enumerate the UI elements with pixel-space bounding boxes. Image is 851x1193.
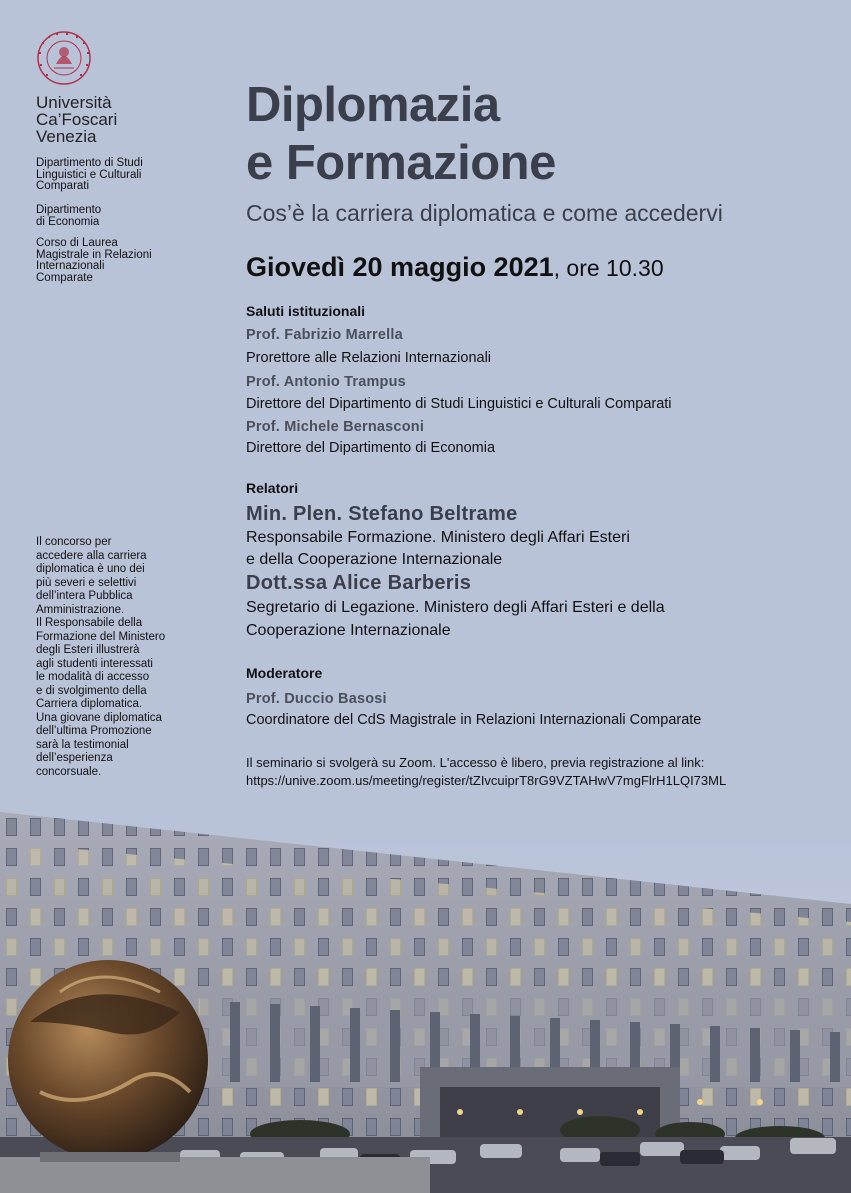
event-time: , ore 10.30	[553, 255, 664, 281]
intro-line: Il concorso per	[36, 536, 112, 548]
intro-line: dell’intera Pubblica	[36, 590, 133, 602]
greeting-role: Direttore del Dipartimento di Studi Linguistici e Culturali Comparati	[246, 396, 672, 412]
intro-line: agli studenti interessati	[36, 657, 153, 670]
department-line: di Economia	[36, 215, 100, 228]
registration-link[interactable]: https://unive.zoom.us/meeting/register/tZIvcuiprT8rG9VZTAHwV7mgFlrH1LQI73ML	[246, 773, 727, 788]
moderator-heading: Moderatore	[246, 665, 323, 681]
event-title-line: e Formazione	[246, 136, 556, 190]
department-line: Dipartimento di Studi	[36, 157, 143, 169]
event-date: Giovedì 20 maggio 2021	[246, 252, 554, 282]
greeting-role: Prorettore alle Relazioni Internazionali	[246, 350, 492, 366]
event-title-line: Diplomazia	[246, 78, 500, 132]
department-line: Linguistici e Culturali	[36, 168, 142, 181]
greetings-heading: Saluti istituzionali	[246, 303, 366, 319]
intro-line: e di svolgimento della	[36, 684, 147, 697]
event-datetime	[246, 252, 664, 283]
department-line: Comparate	[36, 271, 93, 284]
event-title	[246, 76, 556, 192]
department-line: Corso di Laurea	[36, 237, 118, 249]
university-name-line: Università	[36, 93, 112, 112]
event-subtitle: Cos’è la carriera diplomatica e come accedervi	[246, 200, 723, 226]
speaker-name: Min. Plen. Stefano Beltrame	[246, 503, 518, 525]
speaker-name: Dott.ssa Alice Barberis	[246, 572, 472, 594]
intro-line: sarà la testimonial	[36, 738, 129, 751]
speakers-heading: Relatori	[246, 480, 299, 496]
greeting-name: Prof. Antonio Trampus	[246, 374, 406, 390]
intro-text	[36, 536, 176, 779]
intro-line: Il Responsabile della	[36, 617, 143, 629]
intro-line: Carriera diplomatica.	[36, 698, 143, 710]
intro-line: accedere alla carriera	[36, 549, 147, 562]
intro-line: dell’esperienza	[36, 752, 113, 764]
department-line: Dipartimento	[36, 204, 102, 216]
intro-line: più severi e selettivi	[36, 576, 137, 589]
intro-line: Amministrazione.	[36, 603, 125, 616]
department-economia	[36, 205, 101, 228]
intro-line: dell’ultima Promozione	[36, 725, 152, 737]
university-name-line: Venezia	[36, 127, 97, 146]
department-line: Magistrale in Relazioni	[36, 248, 152, 261]
speaker-role-line: Responsabile Formazione. Ministero degli Affari Esteri	[246, 529, 630, 546]
department-studi-linguistici	[36, 158, 143, 193]
greeting-name: Prof. Fabrizio Marrella	[246, 327, 403, 343]
moderator-role: Coordinatore del CdS Magistrale in Relazioni Internazionali Comparate	[246, 712, 702, 728]
building-photo	[0, 812, 851, 1193]
intro-line: Una giovane diplomatica	[36, 711, 162, 724]
department-line: Internazionali	[36, 260, 105, 272]
moderator-name: Prof. Duccio Basosi	[246, 691, 387, 707]
intro-line: le modalità di accesso	[36, 671, 150, 683]
intro-line: degli Esteri illustrerà	[36, 644, 140, 656]
speaker-role-line: e della Cooperazione Internazionale	[246, 551, 503, 568]
intro-line: Formazione del Ministero	[36, 630, 166, 643]
greeting-name: Prof. Michele Bernasconi	[246, 419, 425, 435]
university-seal-icon	[30, 30, 98, 86]
department-line: Comparati	[36, 180, 90, 192]
speaker-role-line: Cooperazione Internazionale	[246, 622, 451, 639]
registration-text: Il seminario si svolgerà su Zoom. L'accesso è libero, previa registrazione al link:	[246, 755, 705, 770]
degree-course	[36, 238, 152, 284]
intro-line: concorsuale.	[36, 765, 102, 778]
greeting-role: Direttore del Dipartimento di Economia	[246, 440, 496, 456]
university-name	[36, 94, 117, 145]
intro-line: diplomatica è uno dei	[36, 563, 145, 575]
university-name-line: Ca’Foscari	[36, 110, 118, 129]
speaker-role-line: Segretario di Legazione. Ministero degli Affari Esteri e della	[246, 599, 665, 616]
